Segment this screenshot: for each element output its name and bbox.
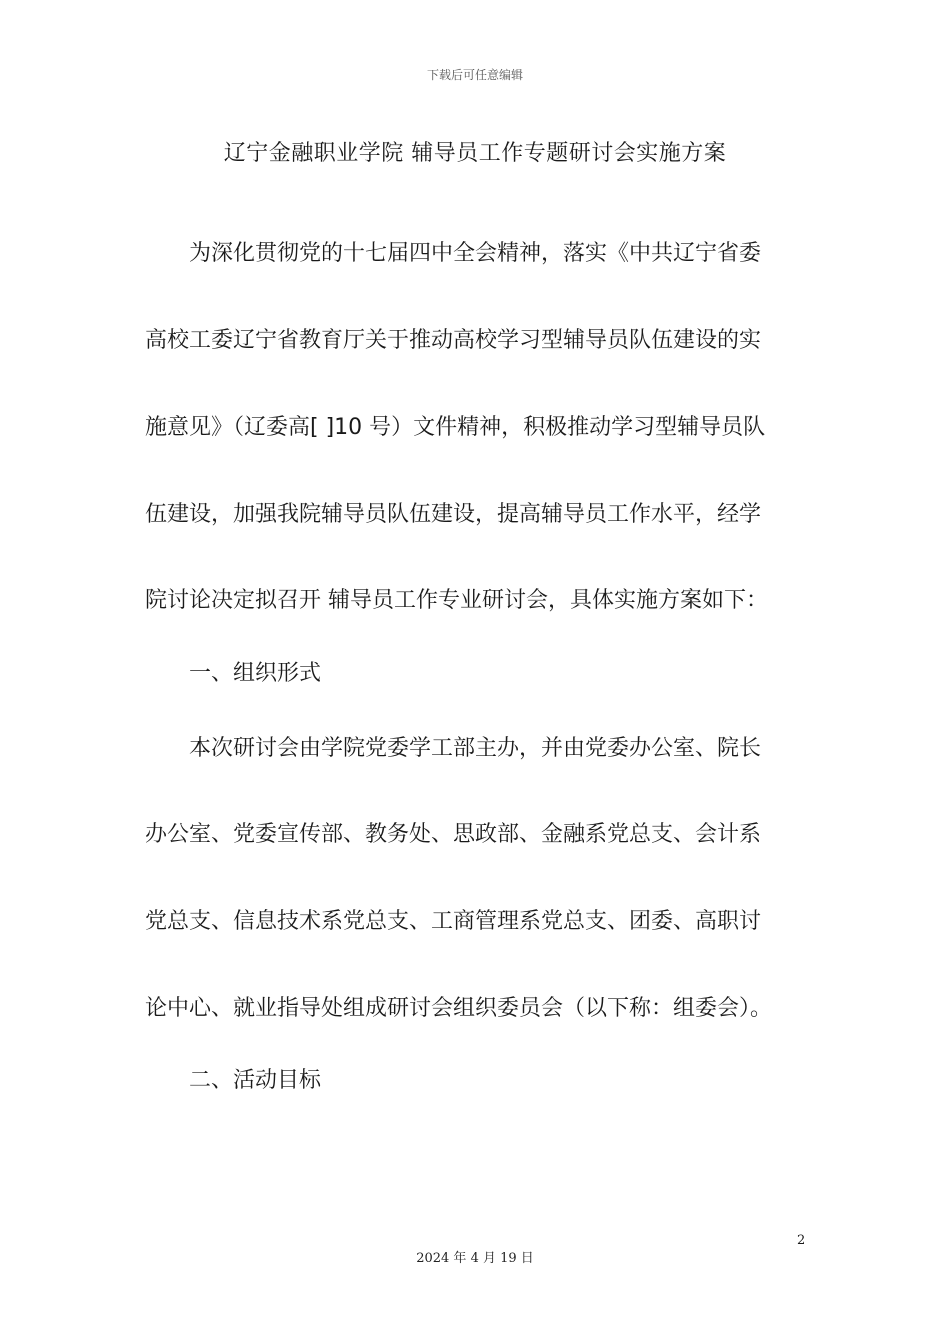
paragraph-line: 高校工委辽宁省教育厅关于推动高校学习型辅导员队伍建设的实: [145, 328, 762, 353]
paragraph-line: 党总支、信息技术系党总支、工商管理系党总支、团委、高职讨: [145, 909, 762, 934]
section-heading: 一、组织形式: [189, 661, 322, 686]
page-header: 下载后可任意编辑: [426, 68, 523, 82]
paragraph-line: 本次研讨会由学院党委学工部主办，并由党委办公室、院长: [189, 736, 762, 761]
page-number: 2: [797, 1233, 806, 1248]
paragraph-line: 论中心、就业指导处组成研讨会组织委员会（以下称：组委会）。: [145, 996, 773, 1021]
paragraph-line: 为深化贯彻党的十七届四中全会精神，落实《中共辽宁省委: [189, 241, 762, 266]
document-title: 辽宁金融职业学院 辅导员工作专题研讨会实施方案: [223, 141, 727, 166]
paragraph-line: 施意见》（辽委高[ ]10 号）文件精神，积极推动学习型辅导员队: [145, 415, 766, 440]
section-heading: 二、活动目标: [189, 1068, 322, 1093]
paragraph-line: 伍建设，加强我院辅导员队伍建设，提高辅导员工作水平，经学: [145, 502, 762, 527]
paragraph-line: 办公室、党委宣传部、教务处、思政部、金融系党总支、会计系: [145, 822, 762, 847]
footer-date: 2024 年 4 月 19 日: [416, 1251, 534, 1266]
paragraph-line: 院讨论决定拟召开 辅导员工作专业研讨会，具体实施方案如下：: [145, 588, 768, 613]
